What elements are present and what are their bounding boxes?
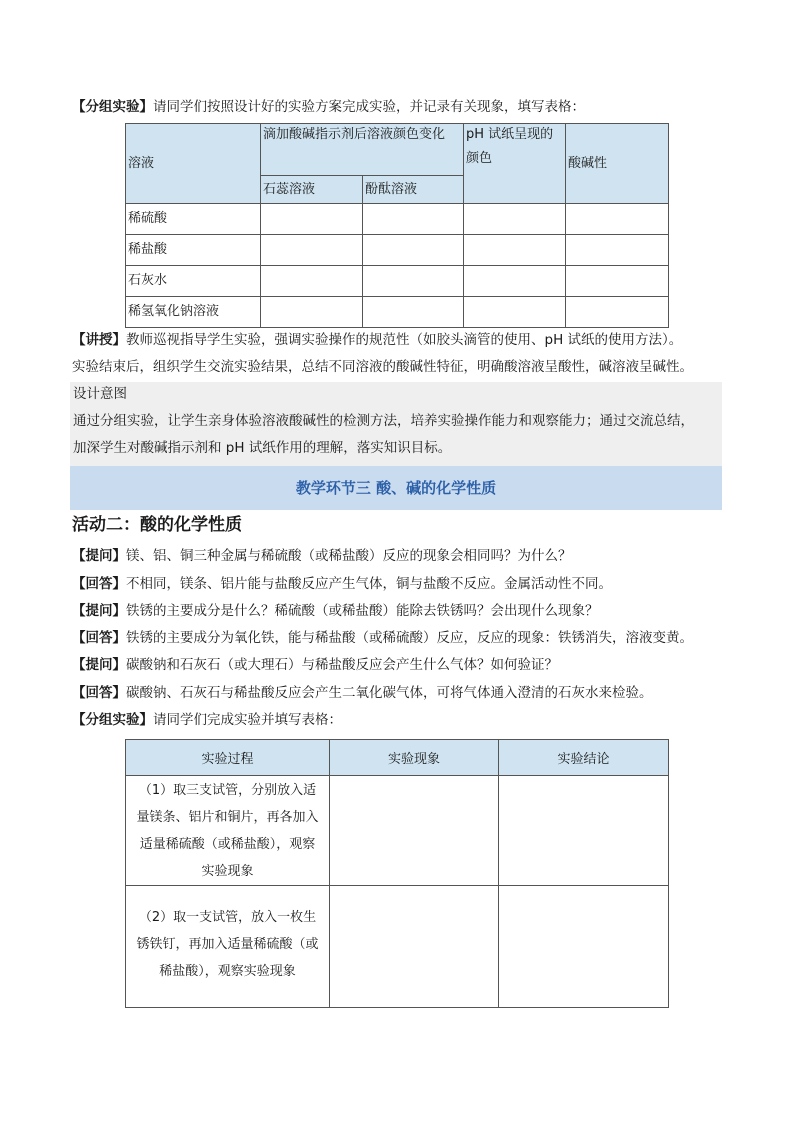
conclusion-cell-1 xyxy=(499,776,669,886)
cell-ph xyxy=(464,235,566,266)
lecture-text-1: 教师巡视指导学生实验，强调实验操作的规范性（如胶头滴管的使用、pH 试纸的使用方法）。 xyxy=(126,332,683,348)
cell-acidity xyxy=(566,235,669,266)
cell-phenol xyxy=(363,235,464,266)
lecture-paragraph-line2: 实验结束后，组织学生交流实验结果，总结不同溶液的酸碱性特征，明确酸溶液呈酸性，碱溶液呈碱性。 xyxy=(72,359,693,375)
header-phenolphthalein: 酚酞溶液 xyxy=(363,176,464,204)
lecture-tag: 【讲授】 xyxy=(72,332,126,348)
qa-line xyxy=(72,683,653,703)
header-ph xyxy=(464,124,566,204)
teaching-section-banner: 教学环节三 酸、碱的化学性质 xyxy=(70,466,722,510)
cell-acidity xyxy=(566,266,669,297)
design-intent-line1: 通过分组实验，让学生亲身体验溶液酸碱性的检测方法，培养实验操作能力和观察能力；通过交流总结， xyxy=(73,413,694,429)
cell-ph xyxy=(464,297,566,328)
qa-text: 铁锈的主要成分为氧化铁，能与稀盐酸（或稀硫酸）反应，反应的现象：铁锈消失，溶液变黄。 xyxy=(126,630,693,646)
indicator-table xyxy=(125,123,669,328)
header-litmus: 石蕊溶液 xyxy=(261,176,363,204)
qa-line xyxy=(72,655,558,675)
cell-ph xyxy=(464,266,566,297)
intro-text: 请同学们按照设计好的实验方案完成实验，并记录有关现象，填写表格： xyxy=(153,99,585,115)
cell-acidity xyxy=(566,297,669,328)
row-solution-name: 稀盐酸 xyxy=(126,235,261,266)
header-ph-line2: 颜色 xyxy=(466,151,493,166)
header-acidity: 酸碱性 xyxy=(566,124,669,204)
qa-text: 铁锈的主要成分是什么？稀硫酸（或稀盐酸）能除去铁锈吗？会出现什么现象？ xyxy=(126,603,599,619)
cell-phenol xyxy=(363,297,464,328)
conclusion-cell-2 xyxy=(499,886,669,1008)
cell-acidity xyxy=(566,204,669,235)
intro-text: 请同学们完成实验并填写表格： xyxy=(153,712,342,728)
process-cell-2 xyxy=(126,886,330,1008)
qa-line xyxy=(72,546,572,566)
qa-tag: 【提问】 xyxy=(72,657,126,673)
qa-text: 碳酸钠和石灰石（或大理石）与稀盐酸反应会产生什么气体？如何验证？ xyxy=(126,657,558,673)
cell-litmus xyxy=(261,266,363,297)
activity-title: 活动二：酸的化学性质 xyxy=(72,515,242,535)
cell-litmus xyxy=(261,235,363,266)
intro-tag: 【分组实验】 xyxy=(72,712,153,728)
process-cell-1 xyxy=(126,776,330,886)
row-solution-name: 石灰水 xyxy=(126,266,261,297)
cell-ph xyxy=(464,204,566,235)
header-indicator: 滴加酸碱指示剂后溶液颜色变化 xyxy=(261,124,464,176)
process-line: 量镁条、铝片和铜片，再各加入 xyxy=(136,809,319,825)
qa-tag: 【回答】 xyxy=(72,685,126,701)
cell-phenol xyxy=(363,266,464,297)
row-solution-name: 稀氢氧化钠溶液 xyxy=(126,297,261,328)
row-solution-name: 稀硫酸 xyxy=(126,204,261,235)
process-line: 稀盐酸），观察实验现象 xyxy=(159,964,296,979)
group-experiment-intro xyxy=(72,97,585,117)
qa-tag: 【回答】 xyxy=(72,576,126,592)
design-intent-box xyxy=(70,382,722,466)
qa-text: 镁、铝、铜三种金属与稀硫酸（或稀盐酸）反应的现象会相同吗？为什么？ xyxy=(126,548,572,564)
process-line: （2）取一支试管，放入一枚生 xyxy=(138,910,317,925)
lecture-paragraph-line1 xyxy=(72,330,682,350)
header-phenomenon: 实验现象 xyxy=(330,740,499,776)
header-ph-line1: pH 试纸呈现的 xyxy=(466,127,554,142)
header-conclusion: 实验结论 xyxy=(499,740,669,776)
acid-properties-table xyxy=(125,739,669,1008)
qa-tag: 【回答】 xyxy=(72,630,126,646)
qa-line xyxy=(72,574,612,594)
process-line: 锈铁钉，再加入适量稀硫酸（或 xyxy=(136,937,319,952)
header-process: 实验过程 xyxy=(126,740,330,776)
cell-phenol xyxy=(363,204,464,235)
qa-text: 不相同，镁条、铝片能与盐酸反应产生气体，铜与盐酸不反应。金属活动性不同。 xyxy=(126,576,612,592)
qa-line xyxy=(72,601,599,621)
header-solution: 溶液 xyxy=(126,124,261,204)
process-line: 适量稀硫酸（或稀盐酸），观察 xyxy=(139,836,316,852)
phenomenon-cell-1 xyxy=(330,776,499,886)
design-intent-title: 设计意图 xyxy=(73,386,127,402)
qa-tag: 【提问】 xyxy=(72,603,126,619)
design-intent-line2: 加深学生对酸碱指示剂和 pH 试纸作用的理解，落实知识目标。 xyxy=(73,440,452,456)
qa-text: 碳酸钠、石灰石与稀盐酸反应会产生二氧化碳气体，可将气体通入澄清的石灰水来检验。 xyxy=(126,685,653,701)
group-experiment-intro-2 xyxy=(72,710,342,730)
phenomenon-cell-2 xyxy=(330,886,499,1008)
qa-tag: 【提问】 xyxy=(72,548,126,564)
cell-litmus xyxy=(261,204,363,235)
process-line: （1）取三支试管，分别放入适 xyxy=(138,782,317,798)
intro-tag: 【分组实验】 xyxy=(72,99,153,115)
process-line: 实验现象 xyxy=(201,863,254,879)
qa-line xyxy=(72,628,693,648)
cell-litmus xyxy=(261,297,363,328)
